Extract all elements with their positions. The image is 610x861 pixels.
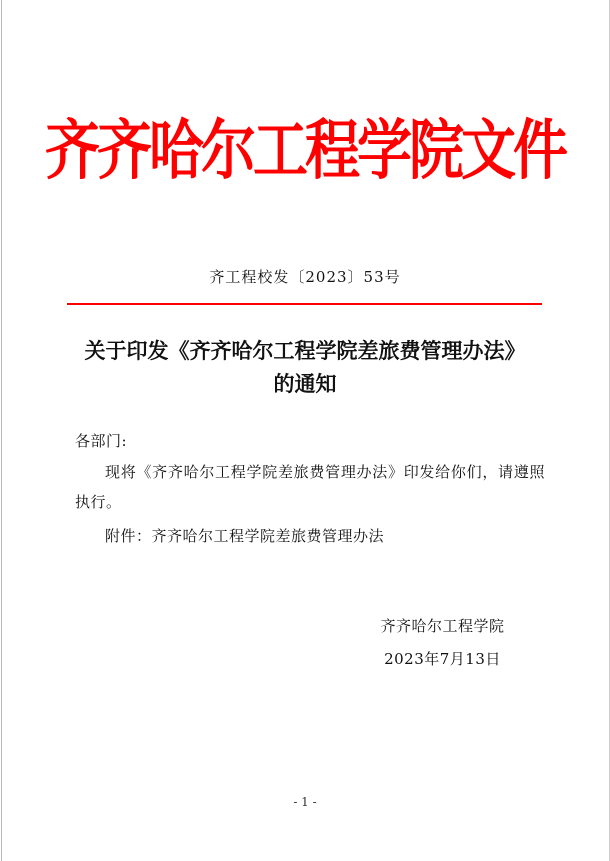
issuer-title: 齐齐哈尔工程学院文件 [44, 112, 565, 188]
notice-title-line-2: 的通知 [273, 371, 337, 396]
salutation: 各部门: [75, 432, 128, 450]
document-number: 齐工程校发〔2023〕53号 [209, 268, 401, 286]
red-divider-line [67, 303, 542, 305]
attachment-line: 附件：齐齐哈尔工程学院差旅费管理办法 [105, 527, 385, 545]
notice-title [55, 334, 555, 400]
page-number: - 1 - [293, 795, 317, 809]
signer: 齐齐哈尔工程学院 [380, 617, 505, 635]
page-left-edge [1, 0, 2, 861]
sign-date: 2023年7月13日 [384, 650, 501, 668]
notice-title-line-1: 关于印发《齐齐哈尔工程学院差旅费管理办法》 [84, 338, 526, 363]
body-paragraph: 现将《齐齐哈尔工程学院差旅费管理办法》印发给你们，请遵照执行。 [75, 463, 545, 511]
